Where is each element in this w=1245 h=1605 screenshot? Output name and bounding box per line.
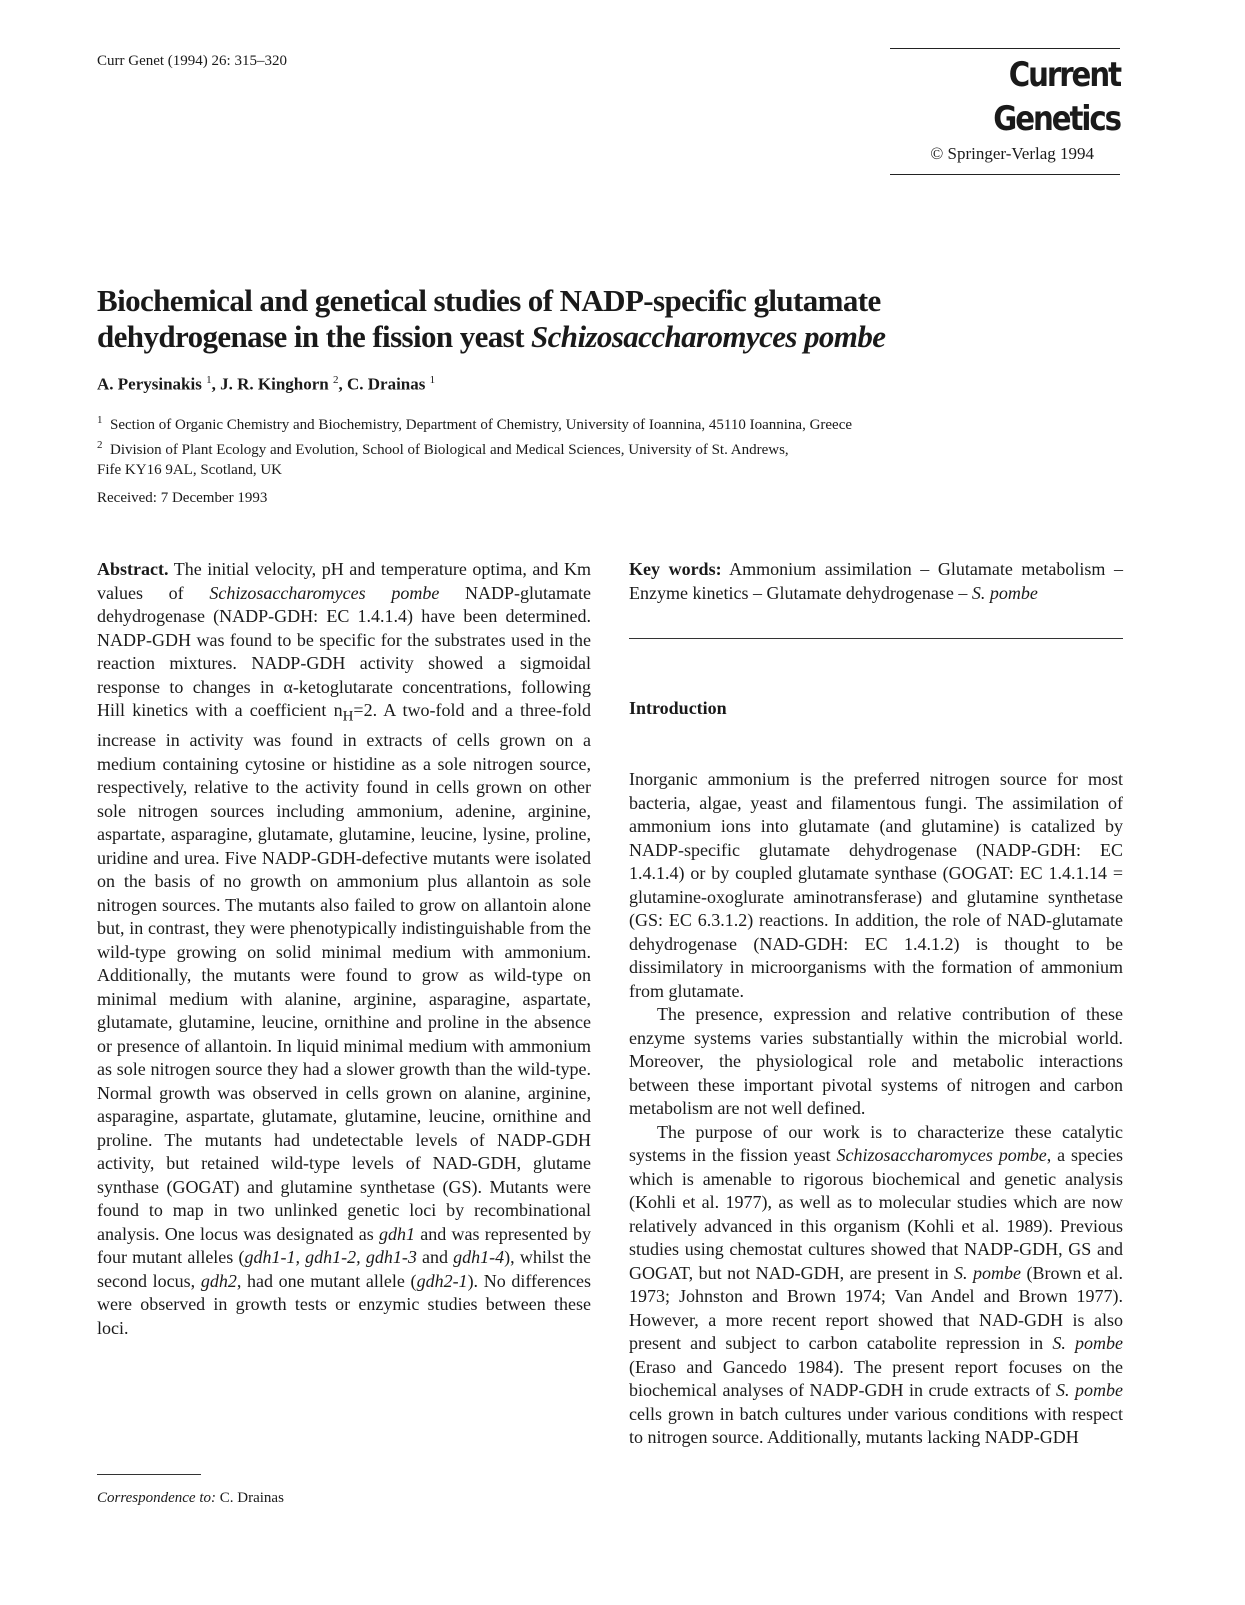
affiliation-text: Division of Plant Ecology and Evolution, School of Biological and Medical Sciences, University of St. Andrews, <box>110 442 789 458</box>
footnote-name: C. Drainas <box>216 1490 284 1506</box>
footnote-label: Correspondence to: <box>97 1490 217 1506</box>
abstract-text: The initial velocity, pH and temperature optima, and Km values of <box>97 559 591 603</box>
author-name: A. Perysinakis <box>97 374 202 394</box>
section-heading: Introduction <box>629 698 727 718</box>
gene-name: gdh1-4 <box>453 1247 505 1268</box>
abstract-label: Abstract. <box>97 559 169 579</box>
abstract <box>97 558 591 1340</box>
affiliation-1 <box>97 410 1127 435</box>
author-affiliation-mark: 1 <box>429 374 436 386</box>
author-name: J. R. Kinghorn <box>220 374 329 394</box>
affiliation-mark: 2 <box>97 439 103 451</box>
intro-text: cells grown in batch cultures under various conditions with respect to nitrogen source. Additionally, mutants lacking NADP-GDH <box>629 1403 1123 1447</box>
gene-name: gdh2-1 <box>416 1270 468 1291</box>
author-affiliation-mark: 2 <box>332 374 339 386</box>
keywords-rule <box>629 638 1123 639</box>
abstract-species: Schizosaccharomyces pombe <box>209 582 440 603</box>
intro-species: Schizosaccharomyces pombe <box>836 1145 1047 1165</box>
article-title <box>97 283 1117 355</box>
intro-text: (Brown et al. 1973; Johnston and Brown 1974; Van Andel and Brown 1977). However, a more recent report showed that NAD-GDH is also present and subject to carbon catabolite repression in <box>629 1262 1123 1353</box>
copyright-notice: © Springer-Verlag 1994 <box>930 144 1094 163</box>
affiliation-2-cont: Fife KY16 9AL, Scotland, UK <box>97 462 282 478</box>
intro-species: S. pombe <box>1052 1333 1123 1353</box>
footnote-rule <box>97 1474 201 1475</box>
hill-subscript: H <box>342 708 354 725</box>
intro-paragraph-2: The presence, expression and relative contribution of these enzyme systems varies substantially within the microbial world. Moreover, the physiological role and metabolic interactions between these important pivotal systems of nitrogen and carbon metabolism are not well defined. <box>629 1004 1123 1118</box>
author-affiliation-mark: 1 <box>206 374 212 386</box>
affiliation-text: Section of Organic Chemistry and Biochemistry, Department of Chemistry, University of Ioannina, 45110 Ioannina, Greece <box>110 417 853 433</box>
abstract-text: , had one mutant allele ( <box>236 1270 417 1291</box>
received-date: Received: 7 December 1993 <box>97 490 268 506</box>
intro-text: (Eraso and Gancedo 1984). The present report focuses on the biochemical analyses of NADP-GDH in crude extracts of <box>629 1356 1123 1400</box>
keywords-species: S. pombe <box>971 582 1038 603</box>
author-list: A. Perysinakis $^1$, J. R. Kinghorn $^2$, C. Drainas $^1$ <box>97 374 436 394</box>
intro-paragraph-3 <box>629 1121 1123 1450</box>
journal-name: Current Genetics <box>993 55 1120 139</box>
title-line-2: dehydrogenase in the fission yeast <box>97 319 531 354</box>
intro-text: The purpose of our work is to characterize these catalytic systems in the fission yeast <box>629 1121 1123 1165</box>
abstract-text: and <box>416 1247 454 1268</box>
intro-species: S. pombe <box>1055 1380 1123 1400</box>
gene-name: gdh1 <box>379 1223 416 1244</box>
gene-name: gdh1-1, gdh1-2, gdh1-3 <box>244 1247 417 1268</box>
introduction-body <box>629 768 1123 1450</box>
abstract-text: and was represented by four mutant alleles ( <box>97 1223 591 1268</box>
title-line-1: Biochemical and genetical studies of NADP-specific glutamate <box>97 283 881 318</box>
masthead-bottom-rule <box>890 174 1120 175</box>
affiliation-mark: 1 <box>97 414 103 426</box>
correspondence-footnote <box>97 1490 284 1507</box>
abstract-text: ), whilst the second locus, <box>97 1247 592 1291</box>
gene-name: gdh2 <box>200 1270 237 1291</box>
affiliations <box>97 410 1127 480</box>
masthead-top-rule <box>890 48 1120 49</box>
journal-citation: Curr Genet (1994) 26: 315–320 <box>97 53 287 69</box>
journal-masthead <box>890 48 1120 175</box>
intro-text: , a species which is amenable to rigorous biochemical and genetic analysis (Kohli et al. 1977), as well as to molecular studies which are now relatively advanced in this organism (Kohli et al. 1989). Previous studies using chemostat cultures showed that NADP-GDH, GS and GOGAT, but not NAD-GDH, are present in <box>629 1145 1123 1283</box>
affiliation-2 <box>97 435 1127 460</box>
abstract-text: =2. A two-fold and a three-fold increase in activity was found in extracts of cells grown on a medium containing cytosine or histidine as a sole nitrogen source, respectively, relative to the activity found in cells grown on other sole nitrogen sources including ammonium, adenine, arginine, aspartate, asparagine, glutamate, glutamine, leucine, lysine, proline, uridine and urea. Five NADP-GDH-defective mutants were isolated on the basis of no growth on ammonium plus allantoin as sole nitrogen sources. The mutants also failed to grow on allantoin alone but, in contrast, they were phenotypically indistinguishable from the wild-type growing on solid minimal medium with ammonium. Additionally, the mutants were found to grow as wild-type on minimal medium with alanine, arginine, asparagine, aspartate, glutamate, glutamine, leucine, ornithine and proline in the absence or presence of allantoin. In liquid minimal medium with ammonium as sole nitrogen source they had a slower growth than the wild-type. Normal growth was observed in cells grown on alanine, arginine, asparagine, aspartate, glutamate, glutamine, leucine, ornithine and proline. The mutants had undetectable levels of NADP-GDH activity, but retained wild-type levels of NAD-GDH, glutame synthase (GOGAT) and glutamine synthetase (GS). Mutants were found to map in two unlinked genetic loci by recombinational analysis. One locus was designated as <box>97 700 591 1244</box>
keywords-text: Ammonium assimilation – Glutamate metabolism – Enzyme kinetics – Glutamate dehydrogenase – <box>629 559 1123 603</box>
author-name: C. Drainas <box>346 374 426 394</box>
abstract-text: NADP-glutamate dehydrogenase (NADP-GDH: EC 1.4.1.4) have been determined. NADP-GDH was found to be specific for the substrates used in the reaction mixtures. NADP-GDH activity showed a sigmoidal response to changes in α-ketoglutarate concentrations, following Hill kinetics with a coefficient n <box>97 582 591 720</box>
abstract-text: ). No differences were observed in growth tests or enzymic studies between these loci. <box>97 1270 591 1338</box>
intro-paragraph-1: Inorganic ammonium is the preferred nitrogen source for most bacteria, algae, yeast and filamentous fungi. The assimilation of ammonium ions into glutamate (and glutamine) is catalized by NADP-specific glutamate dehydrogenase (NADP-GDH: EC 1.4.1.4) or by coupled glutamate synthase (GOGAT: EC 1.4.1.14 = glutamine-oxoglurate aminotransferase) and glutamine synthetase (GS: EC 6.3.1.2) reactions. In addition, the role of NAD-glutamate dehydrogenase (NAD-GDH: EC 1.4.1.2) is thought to be dissimilatory in microorganisms with the formation of ammonium from glutamate. <box>629 769 1123 1001</box>
keywords <box>629 558 1123 605</box>
title-species: Schizosaccharomyces pombe <box>531 319 886 354</box>
intro-species: S. pombe <box>954 1262 1022 1283</box>
keywords-label: Key words: <box>629 559 722 579</box>
